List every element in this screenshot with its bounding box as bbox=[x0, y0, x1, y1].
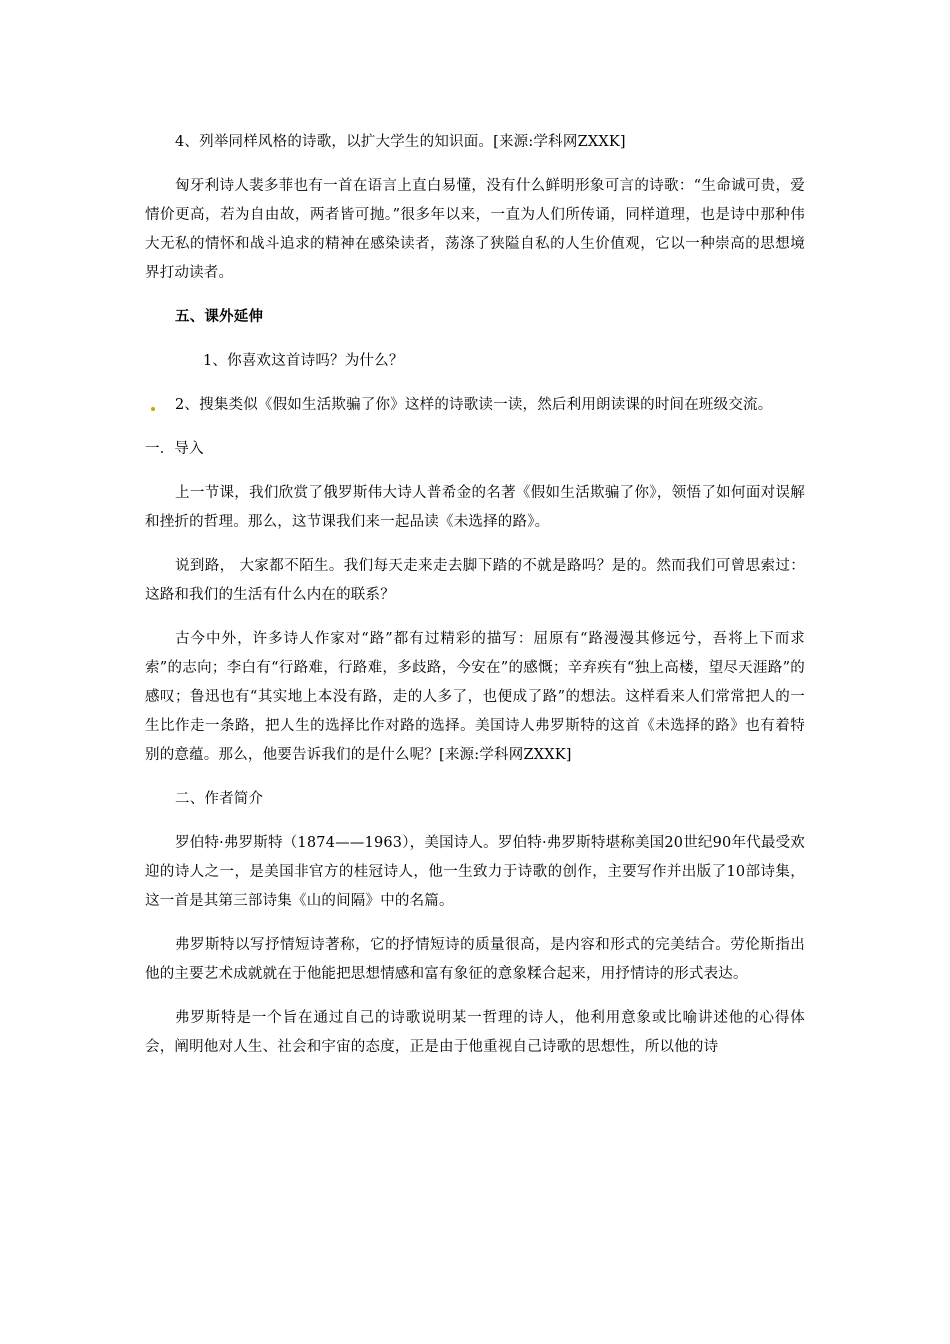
section-heading-extension: 五、课外延伸 bbox=[175, 309, 264, 325]
paragraph-author-1: 罗伯特·弗罗斯特（1874——1963），美国诗人。罗伯特·弗罗斯特堪称美国20世纪90年代最受欢迎的诗人之一，是美国非官方的桂冠诗人，他一生致力于诗歌的创作，主要写作并出版了10部诗集，这一首是其第三部诗集《山的间隔》中的名篇。 bbox=[145, 835, 805, 909]
section-heading-author: 二、作者简介 bbox=[175, 791, 264, 807]
question-2: 2、搜集类似《假如生活欺骗了你》这样的诗歌读一读，然后利用朗读课的时间在班级交流。 bbox=[175, 397, 773, 413]
paragraph-author-2: 弗罗斯特以写抒情短诗著称，它的抒情短诗的质量很高，是内容和形式的完美结合。劳伦斯指出他的主要艺术成就就在于他能把思想情感和富有象征的意象糅合起来，用抒情诗的形式表达。 bbox=[145, 937, 805, 982]
question-2-wrapper bbox=[145, 391, 805, 420]
paragraph-intro-3: 古今中外，许多诗人作家对“路”都有过精彩的描写：屈原有“路漫漫其修远兮，吾将上下而求索”的志向；李白有“行路难，行路难，多歧路，今安在”的感慨；辛弃疾有“独上高楼，望尽天涯路”的感叹；鲁迅也有“其实地上本没有路，走的人多了，也便成了路”的想法。这样看来人们常常把人的一生比作走一条路，把人生的选择比作对路的选择。美国诗人弗罗斯特的这首《未选择的路》也有着特别的意蕴。那么，他要告诉我们的是什么呢？[来源:学科网ZXXK] bbox=[145, 631, 805, 763]
paragraph-intro-1: 上一节课，我们欣赏了俄罗斯伟大诗人普希金的名著《假如生活欺骗了你》，领悟了如何面对误解和挫折的哲理。那么，这节课我们来一起品读《未选择的路》。 bbox=[145, 485, 805, 530]
paragraph-intro-2: 说到路， 大家都不陌生。我们每天走来走去脚下踏的不就是路吗？是的。然而我们可曾思索过：这路和我们的生活有什么内在的联系？ bbox=[145, 558, 805, 603]
question-1: 1、你喜欢这首诗吗？为什么？ bbox=[203, 353, 404, 369]
paragraph-author-3: 弗罗斯特是一个旨在通过自己的诗歌说明某一哲理的诗人，他利用意象或比喻讲述他的心得体会，阐明他对人生、社会和宇宙的态度，正是由于他重视自己诗歌的思想性，所以他的诗 bbox=[145, 1010, 805, 1055]
paragraph-petofi: 匈牙利诗人裴多菲也有一首在语言上直白易懂，没有什么鲜明形象可言的诗歌：“生命诚可贵，爱情价更高，若为自由故，两者皆可抛。”很多年以来，一直为人们所传诵，同样道理，也是诗中那种伟大无私的情怀和战斗追求的精神在感染读者，荡涤了狭隘自私的人生价值观，它以一种崇高的思想境界打动读者。 bbox=[145, 178, 805, 281]
document-page bbox=[145, 128, 805, 1062]
list-item-4: 4、列举同样风格的诗歌，以扩大学生的知识面。[来源:学科网ZXXK] bbox=[175, 134, 626, 150]
section-heading-intro: 一．导入 bbox=[145, 441, 204, 457]
bullet-dot-icon bbox=[151, 407, 155, 411]
